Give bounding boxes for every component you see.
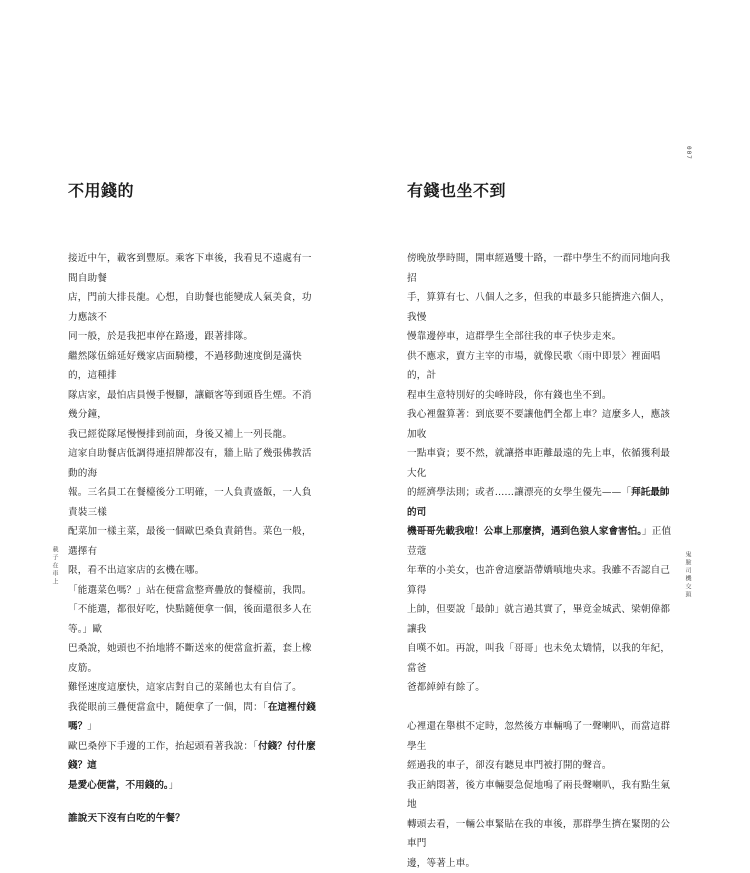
paragraph-gap — [407, 698, 673, 718]
left-running-head: 載子在車上 — [50, 546, 59, 586]
right-paragraph-5: 我正納悶著，後方車輛耍急促地鳴了兩長聲喇叭，我有點生氣地 轉頭去看，一輛公車緊貼在我的車後，那群學生擠在緊閉的公車門 邊，等著上車。 — [407, 776, 673, 873]
paragraph-6-text-a: 我從眼前三疊便當盒中，隨便拿了一個，問：「 — [68, 702, 268, 713]
left-paragraph-2: 繼然隊伍綿延好幾家店面騎樓，不過移動速度倒是滿快的，這種排 隊店家，最怕店員慢手慢腳，讓顧客等到頭昏生煙。不消幾分鐘， 我已經從隊尾慢慢排到前面，身後又補上一列長龍。 — [68, 347, 316, 445]
paragraph-6-text-b: 」 歐巴桑停下手邊的工作，抬起頭看著我說：「 — [68, 721, 258, 752]
quote-student-plea: 拜託最帥的司 機哥哥先載我啦！公車上那麼擠，遇到色狼人家會害怕。 — [407, 487, 669, 537]
left-paragraph-1: 接近中午，載客到豐原。乘客下車後，我看見不遠處有一間自助餐 店，門前大排長龍。心想，自助餐也能變成人氣美食，功力應該不 同一般，於是我把車停在路邊，跟著排隊。 — [68, 249, 316, 347]
paragraph-3-text-b: 」正值荳蔻 年華的小美女，也許會這麼語帶嬌嗔地央求。我雖不否認自己算得 上帥，但要說「最帥」就言過其實了，畢竟金城武、梁朝偉都讓我 自嘆不如。再說，叫我「哥哥」也未免太矯情，以我的年紀，當爸 爸都綽綽有餘了。 — [407, 526, 671, 693]
quote-pay-here: 在這裡付錢嗎？ — [68, 702, 316, 733]
left-page — [0, 0, 375, 750]
left-closing-line: 誰說天下沒有白吃的午餐？ — [68, 809, 316, 829]
left-body-text — [68, 249, 316, 829]
left-paragraph-4: 「能選菜色嗎？」站在便當盒整齊疊放的餐檯前，我問。 — [68, 581, 316, 601]
right-body-text — [407, 249, 673, 873]
right-paragraph-3 — [407, 405, 673, 698]
right-paragraph-2: 供不應求，賣方主宰的市場，就像民歌〈雨中即景〉裡面唱的，計 程車生意特別好的尖峰時段，你有錢也坐不到。 — [407, 347, 673, 406]
right-paragraph-4: 心裡還在舉棋不定時，忽然後方車輛鳴了一聲喇叭，而當這群學生 經過我的車子，卻沒有聽見車門被打開的聲音。 — [407, 717, 673, 776]
right-paragraph-1: 傍晚放學時間，開車經過雙十路，一群中學生不約而同地向我招 手，算算有七、八個人之多，但我的車最多只能擠進六個人，我慢 慢靠邊停車，這群學生全部往我的車子快步走來。 — [407, 249, 673, 347]
paragraph-6-text-c: 」 — [169, 780, 179, 791]
paragraph-3-text-a: 我心裡盤算著：到底要不要讓他們全都上車？這麼多人，應該加收 一點車資；要不然，就讓搭車距離最遠的先上車，依循獲利最大化 的經濟學法則；或者……讓漂亮的女學生優先——「 — [407, 409, 670, 498]
right-page — [375, 0, 750, 750]
right-running-head: 鬼臉司機交頭 — [683, 551, 692, 599]
page-number: 007 — [685, 146, 692, 160]
left-chapter-title: 不用錢的 — [68, 178, 134, 201]
left-paragraph-5: 「不能選，都很好吃，快點隨便拿一個，後面還很多人在等。」歐 巴桑說，她頭也不抬地將不斷送來的便當盒折蓋，套上橡皮筋。 難怪速度這麼快，這家店對自己的菜餚也太有自信了。 — [68, 600, 316, 698]
right-chapter-title: 有錢也坐不到 — [407, 178, 506, 201]
left-paragraph-6 — [68, 698, 316, 796]
quote-free-bento: 付錢？付什麼錢？這 是愛心便當，不用錢的。 — [68, 741, 316, 791]
left-paragraph-3: 這家自助餐店低調得連招牌都沒有，牆上貼了幾張佛教活動的海 報。三名員工在餐檯後分工明確，一人負責盛飯，一人負責裝三樣 配菜加一樣主菜，最後一個歐巴桑負責銷售。菜色一般，選擇有 限，看不出這家店的玄機在哪。 — [68, 444, 316, 581]
